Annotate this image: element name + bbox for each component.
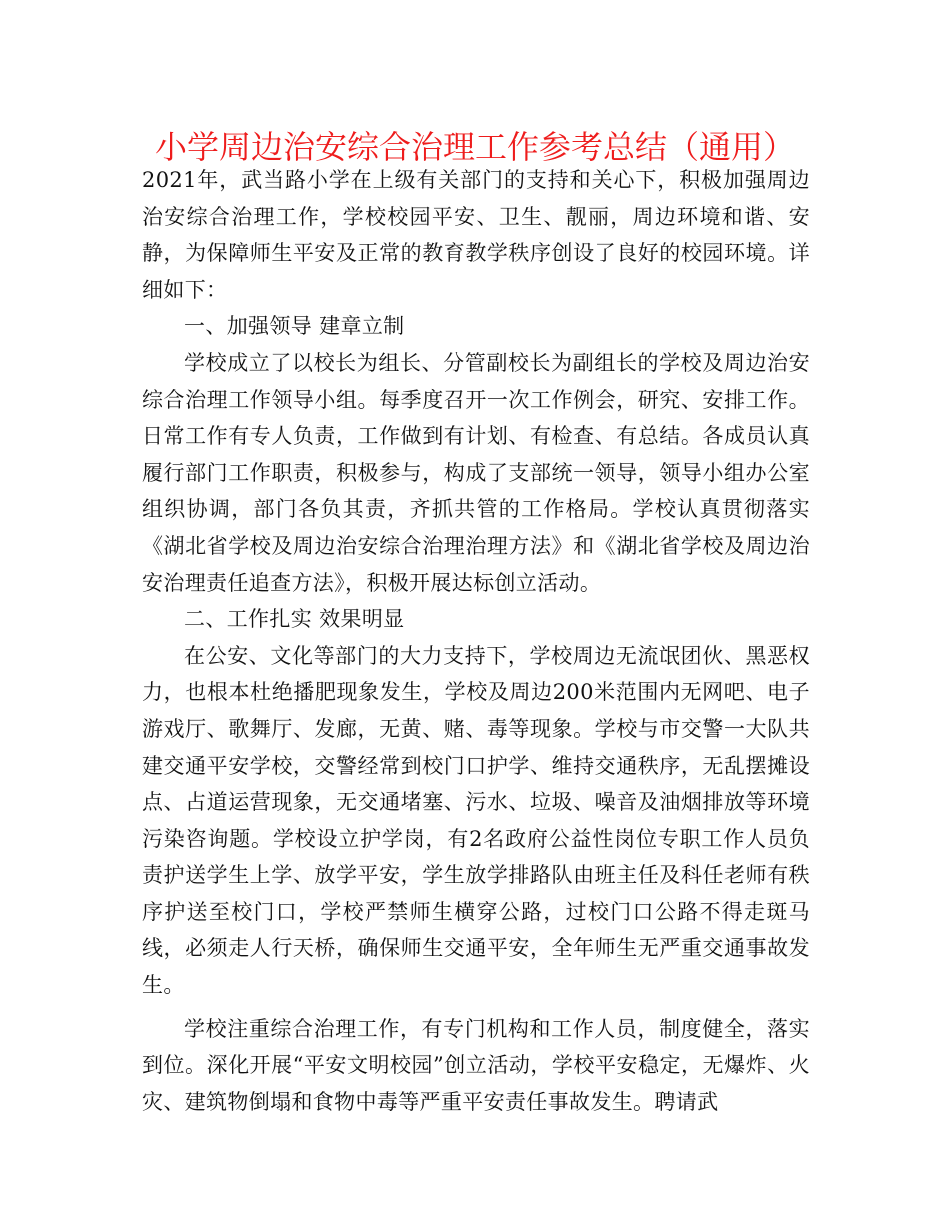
- document-body: [142, 162, 810, 1120]
- body-paragraph: 在公安、文化等部门的大力支持下，学校周边无流氓团伙、黑恶权力，也根本杜绝播肥现象发生，学校及周边200米范围内无网吧、电子游戏厅、歌舞厅、发廊，无黄、赌、毒等现象。学校与市交警一大队共建交通平安学校，交警经常到校门口护学、维持交通秩序，无乱摆摊设点、占道运营现象，无交通堵塞、污水、垃圾、噪音及油烟排放等环境污染咨询题。学校设立护学岗，有2名政府公益性岗位专职工作人员负责护送学生上学、放学平安，学生放学排路队由班主任及科任老师有秩序护送至校门口，学校严禁师生横穿公路，过校门口公路不得走斑马线，必须走人行天桥，确保师生交通平安，全年师生无严重交通事故发生。: [142, 643, 810, 998]
- section-heading-2: 二、工作扎实 效果明显: [184, 607, 405, 632]
- body-paragraph: 学校成立了以校长为组长、分管副校长为副组长的学校及周边治安综合治理工作领导小组。每季度召开一次工作例会，研究、安排工作。日常工作有专人负责，工作做到有计划、有检查、有总结。各成员认真履行部门工作职责，积极参与，构成了支部统一领导，领导小组办公室组织协调，部门各负其责，齐抓共管的工作格局。学校认真贯彻落实《湖北省学校及周边治安综合治理治理方法》和《湖北省学校及周边治安治理责任追查方法》，积极开展达标创立活动。: [142, 350, 810, 595]
- section-heading-1: 一、加强领导 建章立制: [184, 314, 405, 339]
- intro-paragraph: 2021年，武当路小学在上级有关部门的支持和关心下，积极加强周边治安综合治理工作，学校校园平安、卫生、靓丽，周边环境和谐、安静，为保障师生平安及正常的教育教学秩序创设了良好的校园环境。详细如下：: [142, 168, 810, 302]
- body-paragraph: 学校注重综合治理工作，有专门机构和工作人员，制度健全，落实到位。深化开展“平安文明校园”创立活动，学校平安稳定，无爆炸、火灾、建筑物倒塌和食物中毒等严重平安责任事故发生。聘请武: [142, 1016, 810, 1114]
- document-title: 小学周边治安综合治理工作参考总结（通用）: [154, 128, 795, 166]
